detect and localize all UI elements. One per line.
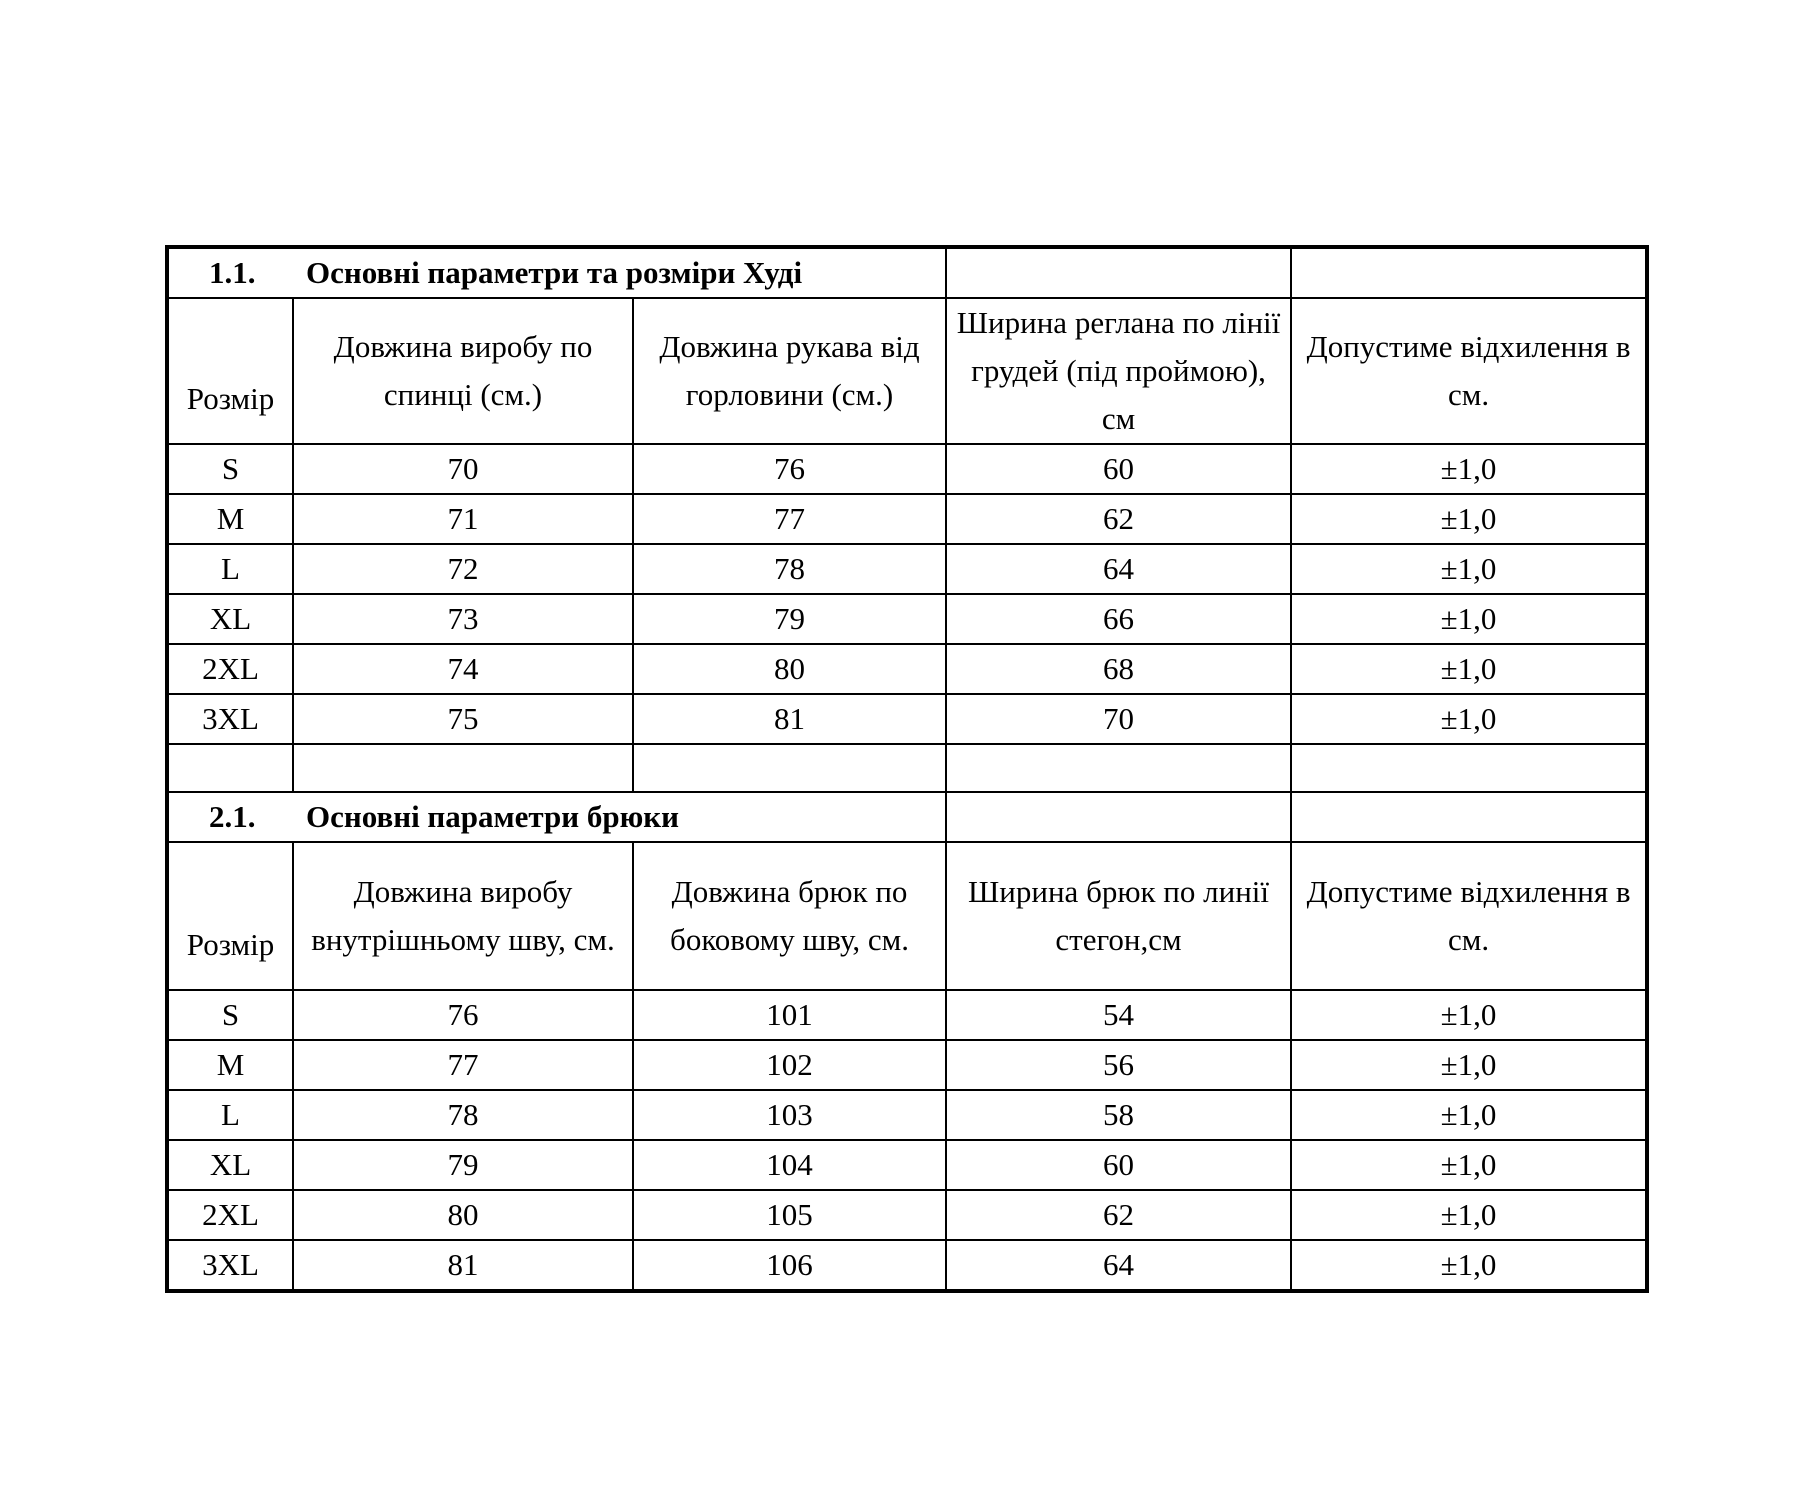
- hoodie-row: [167, 444, 1647, 494]
- trousers-section-title-text: Основні параметри брюки: [306, 799, 680, 834]
- trousers-row: [167, 1240, 1647, 1291]
- trousers-header-size: Розмір: [167, 842, 293, 990]
- value-cell: 77: [633, 494, 946, 544]
- empty-cell: [1291, 247, 1647, 298]
- trousers-row: [167, 990, 1647, 1040]
- hoodie-header-chest-width: Ширина реглана по лінії грудей (під проймою), см: [946, 298, 1291, 444]
- size-cell: S: [167, 444, 293, 494]
- spacer-row: [167, 744, 1647, 792]
- trousers-section-title: [167, 792, 946, 842]
- tolerance-cell: ±1,0: [1291, 1190, 1647, 1240]
- value-cell: 80: [293, 1190, 633, 1240]
- value-cell: 105: [633, 1190, 946, 1240]
- value-cell: 79: [633, 594, 946, 644]
- tolerance-cell: ±1,0: [1291, 694, 1647, 744]
- tolerance-cell: ±1,0: [1291, 644, 1647, 694]
- value-cell: 70: [946, 694, 1291, 744]
- value-cell: 60: [946, 1140, 1291, 1190]
- size-cell: L: [167, 544, 293, 594]
- value-cell: 103: [633, 1090, 946, 1140]
- value-cell: 106: [633, 1240, 946, 1291]
- tolerance-cell: ±1,0: [1291, 1040, 1647, 1090]
- value-cell: 81: [293, 1240, 633, 1291]
- value-cell: 66: [946, 594, 1291, 644]
- value-cell: 68: [946, 644, 1291, 694]
- trousers-header-side-seam-length: Довжина брюк по боковому шву, см.: [633, 842, 946, 990]
- value-cell: 54: [946, 990, 1291, 1040]
- size-cell: XL: [167, 1140, 293, 1190]
- empty-cell: [633, 744, 946, 792]
- value-cell: 64: [946, 544, 1291, 594]
- value-cell: 102: [633, 1040, 946, 1090]
- trousers-row: [167, 1190, 1647, 1240]
- tolerance-cell: ±1,0: [1291, 494, 1647, 544]
- empty-cell: [1291, 792, 1647, 842]
- trousers-header-hip-width: Ширина брюк по линії стегон,см: [946, 842, 1291, 990]
- hoodie-section-title: [167, 247, 946, 298]
- empty-cell: [167, 744, 293, 792]
- tolerance-cell: ±1,0: [1291, 990, 1647, 1040]
- empty-cell: [946, 247, 1291, 298]
- value-cell: 56: [946, 1040, 1291, 1090]
- hoodie-row: [167, 644, 1647, 694]
- size-cell: 3XL: [167, 694, 293, 744]
- value-cell: 76: [293, 990, 633, 1040]
- trousers-header-row: [167, 842, 1647, 990]
- size-cell: S: [167, 990, 293, 1040]
- hoodie-header-sleeve-length: Довжина рукава від горловини (см.): [633, 298, 946, 444]
- value-cell: 77: [293, 1040, 633, 1090]
- value-cell: 71: [293, 494, 633, 544]
- tolerance-cell: ±1,0: [1291, 544, 1647, 594]
- empty-cell: [946, 744, 1291, 792]
- value-cell: 78: [633, 544, 946, 594]
- size-cell: 2XL: [167, 644, 293, 694]
- hoodie-section-title-row: [167, 247, 1647, 298]
- value-cell: 73: [293, 594, 633, 644]
- trousers-row: [167, 1040, 1647, 1090]
- hoodie-header-tolerance: Допустиме відхилення в см.: [1291, 298, 1647, 444]
- value-cell: 101: [633, 990, 946, 1040]
- hoodie-header-back-length: Довжина виробу по спинці (см.): [293, 298, 633, 444]
- trousers-section-number: 2.1.: [209, 799, 256, 834]
- value-cell: 62: [946, 494, 1291, 544]
- trousers-row: [167, 1090, 1647, 1140]
- value-cell: 58: [946, 1090, 1291, 1140]
- tolerance-cell: ±1,0: [1291, 1140, 1647, 1190]
- tolerance-cell: ±1,0: [1291, 1240, 1647, 1291]
- trousers-row: [167, 1140, 1647, 1190]
- size-cell: M: [167, 1040, 293, 1090]
- size-cell: XL: [167, 594, 293, 644]
- value-cell: 62: [946, 1190, 1291, 1240]
- empty-cell: [946, 792, 1291, 842]
- value-cell: 80: [633, 644, 946, 694]
- hoodie-header-row: [167, 298, 1647, 444]
- hoodie-row: [167, 594, 1647, 644]
- trousers-header-tolerance: Допустиме відхилення в см.: [1291, 842, 1647, 990]
- hoodie-header-size: Розмір: [167, 298, 293, 444]
- value-cell: 78: [293, 1090, 633, 1140]
- value-cell: 79: [293, 1140, 633, 1190]
- value-cell: 104: [633, 1140, 946, 1190]
- hoodie-section-title-text: Основні параметри та розміри Худі: [306, 255, 803, 290]
- value-cell: 76: [633, 444, 946, 494]
- value-cell: 70: [293, 444, 633, 494]
- size-cell: 2XL: [167, 1190, 293, 1240]
- value-cell: 60: [946, 444, 1291, 494]
- value-cell: 72: [293, 544, 633, 594]
- size-cell: L: [167, 1090, 293, 1140]
- tolerance-cell: ±1,0: [1291, 444, 1647, 494]
- empty-cell: [293, 744, 633, 792]
- trousers-section-title-row: [167, 792, 1647, 842]
- trousers-header-inseam-length: Довжина виробу внутрішньому шву, см.: [293, 842, 633, 990]
- tolerance-cell: ±1,0: [1291, 1090, 1647, 1140]
- size-chart-table: [165, 245, 1649, 1293]
- size-cell: M: [167, 494, 293, 544]
- value-cell: 64: [946, 1240, 1291, 1291]
- value-cell: 75: [293, 694, 633, 744]
- hoodie-section-number: 1.1.: [209, 255, 256, 290]
- hoodie-row: [167, 494, 1647, 544]
- size-cell: 3XL: [167, 1240, 293, 1291]
- empty-cell: [1291, 744, 1647, 792]
- hoodie-row: [167, 544, 1647, 594]
- value-cell: 81: [633, 694, 946, 744]
- hoodie-row: [167, 694, 1647, 744]
- value-cell: 74: [293, 644, 633, 694]
- tolerance-cell: ±1,0: [1291, 594, 1647, 644]
